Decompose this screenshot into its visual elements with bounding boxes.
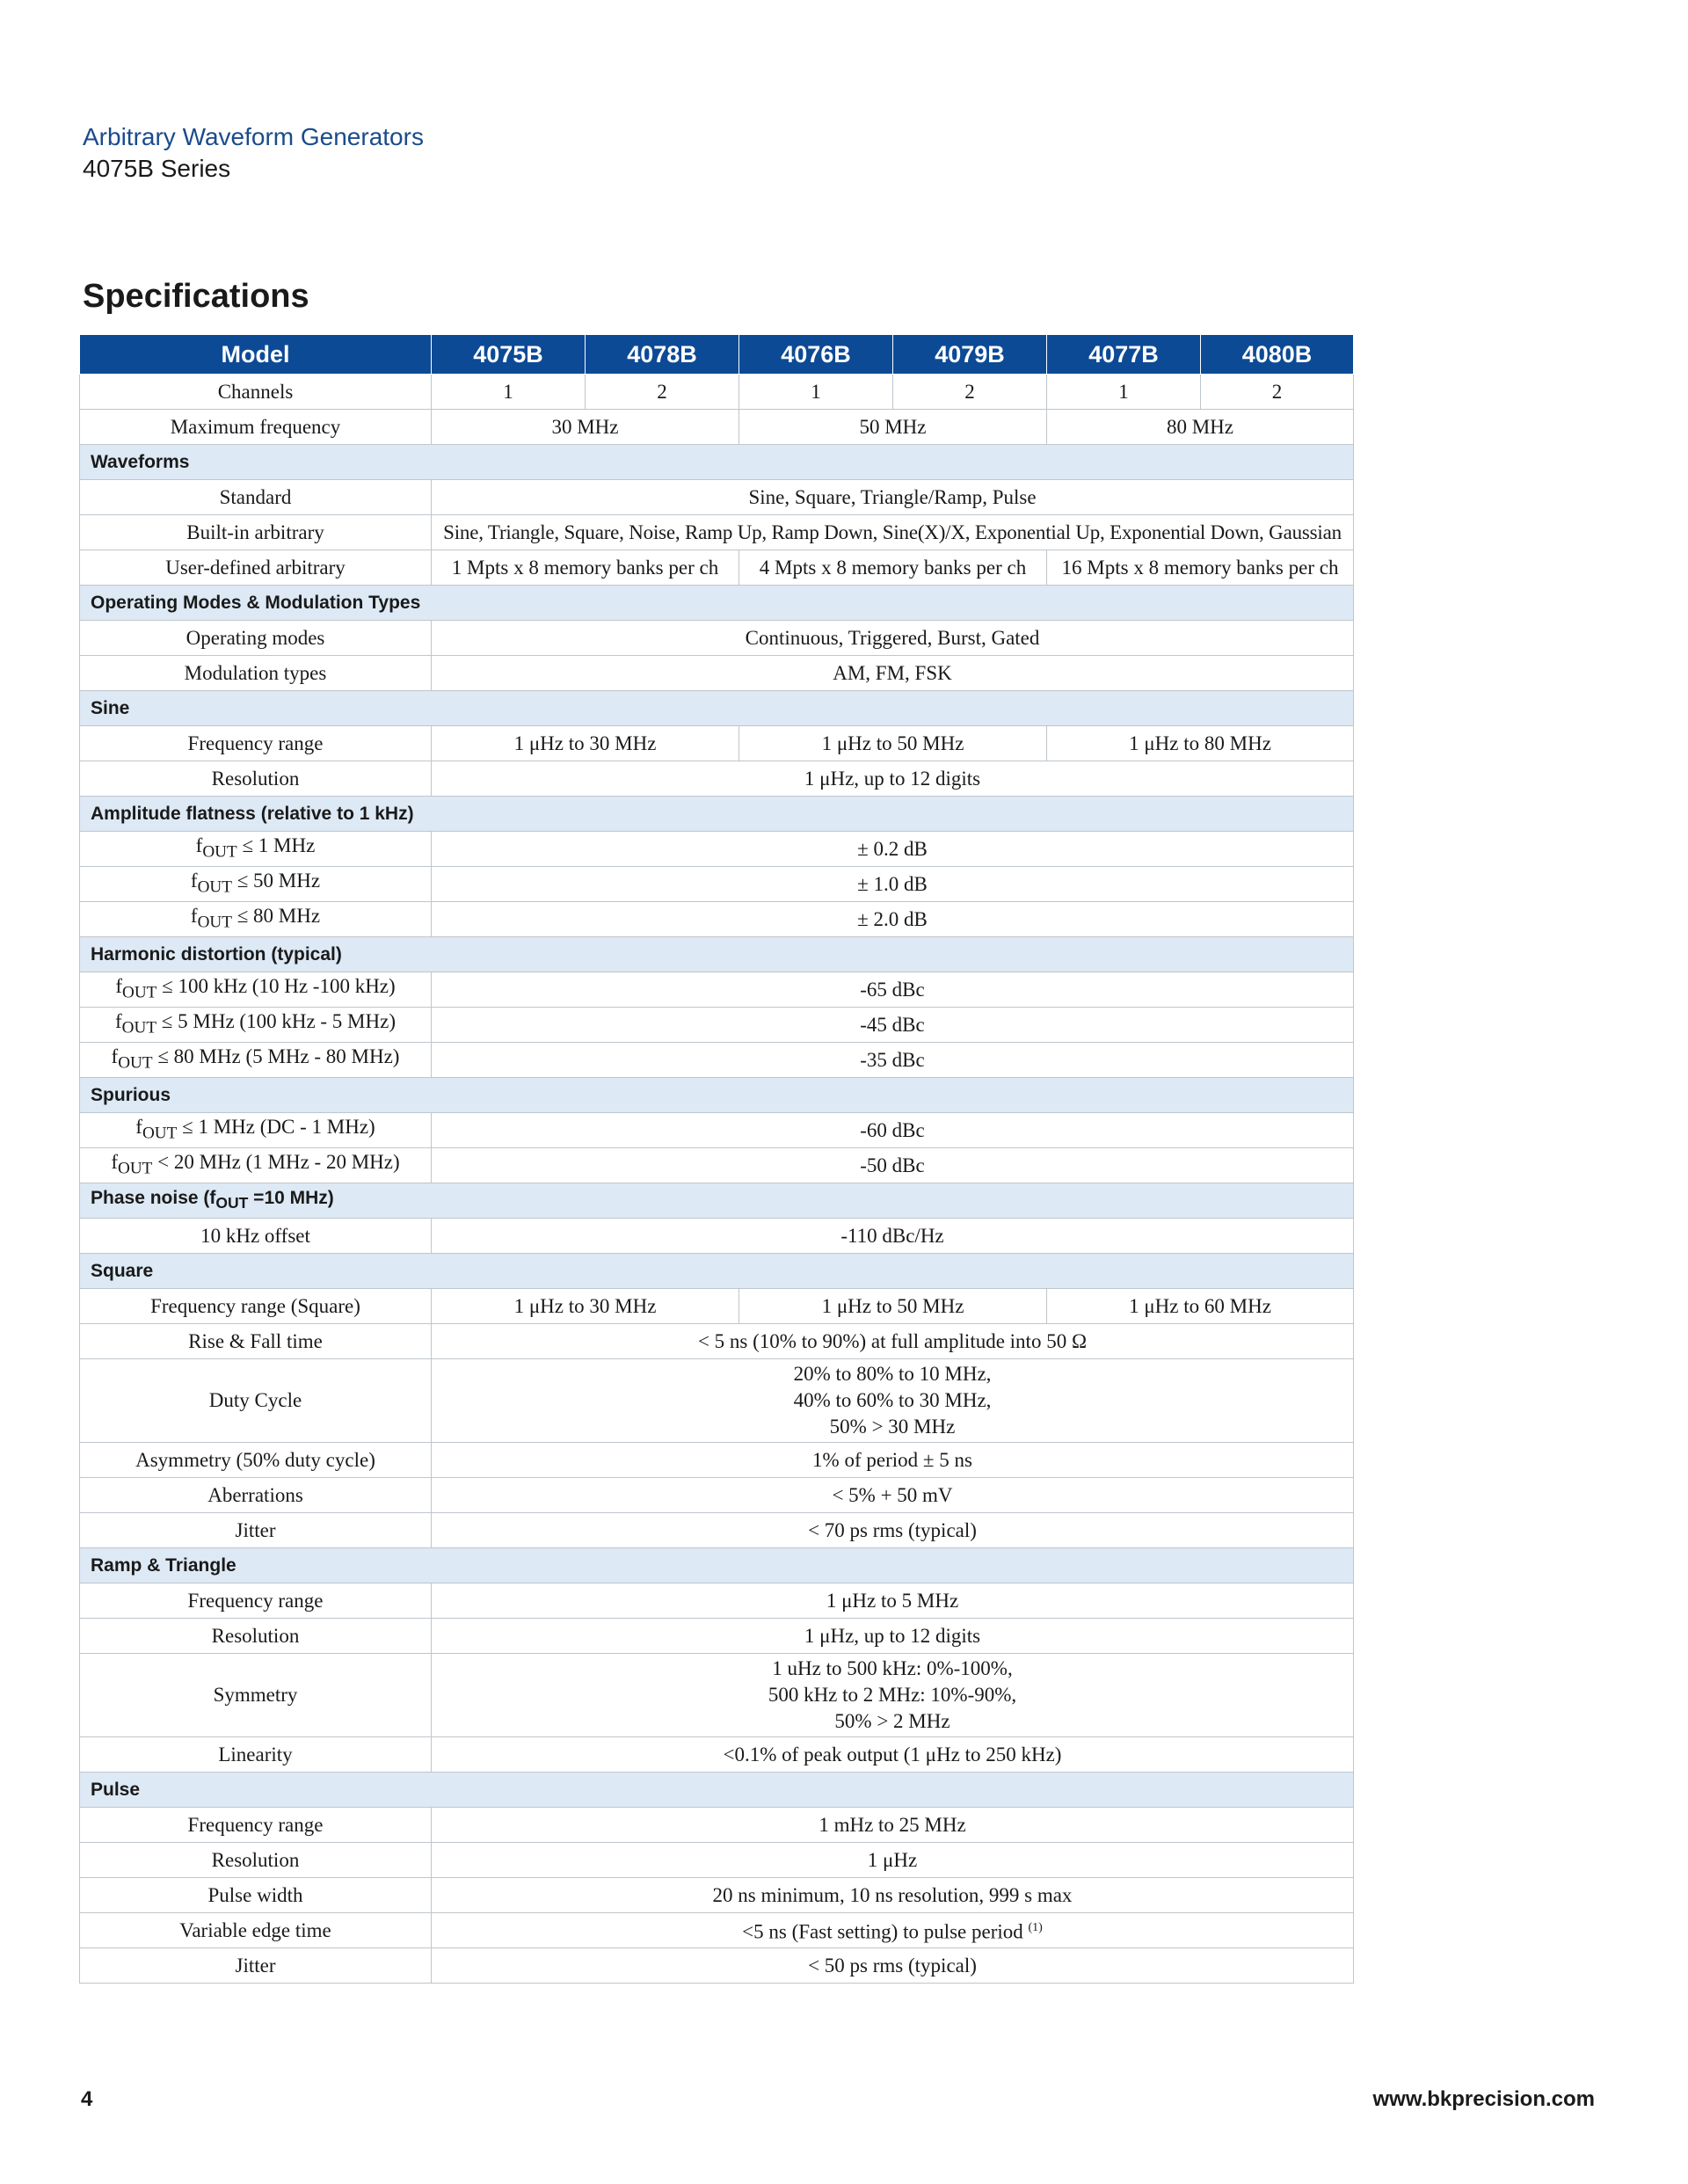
website-link[interactable]: www.bkprecision.com	[1372, 2087, 1595, 2111]
channel-value: 2	[893, 375, 1047, 410]
row-value: 50 MHz	[739, 410, 1047, 445]
row-value: 1 μHz, up to 12 digits	[432, 761, 1354, 797]
label-rest: ≤ 80 MHz	[231, 904, 321, 927]
row-value: ± 1.0 dB	[432, 867, 1354, 902]
row-value: 1 μHz to 5 MHz	[432, 1583, 1354, 1619]
model-4078b: 4078B	[586, 335, 739, 375]
table-row	[80, 1478, 1354, 1513]
label-f: f	[111, 1150, 119, 1173]
row-value: -50 dBc	[432, 1148, 1354, 1183]
model-4077b: 4077B	[1047, 335, 1201, 375]
row-value: Continuous, Triggered, Burst, Gated	[432, 621, 1354, 656]
row-value: 1 mHz to 25 MHz	[432, 1808, 1354, 1843]
row-label: Linearity	[80, 1737, 432, 1773]
table-row	[80, 902, 1354, 937]
row-label: Frequency range (Square)	[80, 1289, 432, 1324]
row-label: Variable edge time	[80, 1913, 432, 1948]
section-heading: Spurious	[80, 1078, 1354, 1113]
row-label: Jitter	[80, 1948, 432, 1984]
row-label	[80, 1148, 432, 1183]
model-header-label: Model	[80, 335, 432, 375]
table-row	[80, 1583, 1354, 1619]
row-value: < 70 ps rms (typical)	[432, 1513, 1354, 1548]
row-label: Rise & Fall time	[80, 1324, 432, 1359]
row-label: Resolution	[80, 761, 432, 797]
row-value: 1 μHz to 80 MHz	[1047, 726, 1354, 761]
row-label: Asymmetry (50% duty cycle)	[80, 1443, 432, 1478]
label-f: f	[195, 834, 203, 856]
table-row	[80, 1808, 1354, 1843]
row-value	[432, 1359, 1354, 1443]
model-4075b: 4075B	[432, 335, 586, 375]
heading-post: =10 MHz)	[248, 1187, 334, 1208]
table-row	[80, 1513, 1354, 1548]
model-4079b: 4079B	[893, 335, 1047, 375]
row-value: 20 ns minimum, 10 ns resolution, 999 s max	[432, 1878, 1354, 1913]
table-row	[80, 375, 1354, 410]
row-value: 4 Mpts x 8 memory banks per ch	[739, 550, 1047, 586]
table-row	[80, 1008, 1354, 1043]
table-row	[80, 550, 1354, 586]
label-rest: ≤ 1 MHz (DC - 1 MHz)	[177, 1115, 375, 1138]
row-value: -65 dBc	[432, 972, 1354, 1008]
row-label: Operating modes	[80, 621, 432, 656]
label-f: f	[190, 869, 198, 892]
table-row	[80, 1324, 1354, 1359]
row-value: 1 μHz to 50 MHz	[739, 726, 1047, 761]
section-heading: Pulse	[80, 1773, 1354, 1808]
label-sub: OUT	[202, 842, 237, 862]
section-row-harmonic	[80, 937, 1354, 972]
row-value	[432, 1654, 1354, 1737]
table-row	[80, 1948, 1354, 1984]
value-line: 50% > 30 MHz	[829, 1416, 956, 1438]
label-rest: ≤ 50 MHz	[231, 869, 321, 892]
row-value: 1 Mpts x 8 memory banks per ch	[432, 550, 739, 586]
table-row	[80, 1913, 1354, 1948]
table-row	[80, 1843, 1354, 1878]
row-value: -35 dBc	[432, 1043, 1354, 1078]
table-row	[80, 656, 1354, 691]
row-value: 1 μHz	[432, 1843, 1354, 1878]
label-f: f	[190, 904, 198, 927]
section-row-modes	[80, 586, 1354, 621]
label-sub: OUT	[197, 877, 232, 897]
table-row	[80, 1043, 1354, 1078]
channel-value: 1	[432, 375, 586, 410]
table-row	[80, 1443, 1354, 1478]
footnote-ref: (1)	[1028, 1921, 1043, 1935]
row-label: Standard	[80, 480, 432, 515]
heading-sub: OUT	[215, 1194, 249, 1212]
section-heading: Harmonic distortion (typical)	[80, 937, 1354, 972]
value-line: 50% > 2 MHz	[834, 1710, 950, 1732]
section-title: Specifications	[83, 278, 309, 315]
label-sub: OUT	[118, 1053, 153, 1073]
row-label: Modulation types	[80, 656, 432, 691]
row-value: 16 Mpts x 8 memory banks per ch	[1047, 550, 1354, 586]
section-heading: Operating Modes & Modulation Types	[80, 586, 1354, 621]
label-rest: ≤ 100 kHz (10 Hz -100 kHz)	[156, 974, 396, 997]
row-value: 30 MHz	[432, 410, 739, 445]
model-4076b: 4076B	[739, 335, 893, 375]
section-row-phase-noise	[80, 1183, 1354, 1219]
table-row	[80, 761, 1354, 797]
label-rest: < 20 MHz (1 MHz - 20 MHz)	[152, 1150, 400, 1173]
section-heading	[80, 1183, 1354, 1219]
row-value: ± 2.0 dB	[432, 902, 1354, 937]
table-row	[80, 1654, 1354, 1737]
section-row-sine	[80, 691, 1354, 726]
channel-value: 1	[1047, 375, 1201, 410]
label-f: f	[111, 1045, 119, 1067]
section-heading: Waveforms	[80, 445, 1354, 480]
table-row	[80, 1359, 1354, 1443]
row-value: AM, FM, FSK	[432, 656, 1354, 691]
row-label: Pulse width	[80, 1878, 432, 1913]
label-rest: ≤ 80 MHz (5 MHz - 80 MHz)	[152, 1045, 400, 1067]
row-label	[80, 832, 432, 867]
row-value: < 50 ps rms (typical)	[432, 1948, 1354, 1984]
channel-value: 1	[739, 375, 893, 410]
row-label: Symmetry	[80, 1654, 432, 1737]
label-sub: OUT	[121, 1018, 157, 1037]
row-label: Aberrations	[80, 1478, 432, 1513]
spec-table	[79, 334, 1354, 1984]
table-row	[80, 1737, 1354, 1773]
row-value: -45 dBc	[432, 1008, 1354, 1043]
row-value: 80 MHz	[1047, 410, 1354, 445]
row-label	[80, 1113, 432, 1148]
table-row	[80, 867, 1354, 902]
label-sub: OUT	[121, 983, 157, 1002]
label-f: f	[135, 1115, 142, 1138]
value-line: 500 kHz to 2 MHz: 10%-90%,	[768, 1684, 1017, 1706]
label-rest: ≤ 5 MHz (100 kHz - 5 MHz)	[156, 1009, 396, 1032]
row-value: 1% of period ± 5 ns	[432, 1443, 1354, 1478]
row-label	[80, 867, 432, 902]
row-label: Maximum frequency	[80, 410, 432, 445]
row-value: Sine, Triangle, Square, Noise, Ramp Up, Ramp Down, Sine(X)/X, Exponential Up, Exponential Down, Gaussian	[432, 515, 1354, 550]
table-row	[80, 1148, 1354, 1183]
row-label: 10 kHz offset	[80, 1219, 432, 1254]
heading-pre: Phase noise (f	[91, 1187, 216, 1208]
row-value: 1 μHz, up to 12 digits	[432, 1619, 1354, 1654]
row-label: Jitter	[80, 1513, 432, 1548]
label-rest: ≤ 1 MHz	[236, 834, 316, 856]
row-value: 1 μHz to 60 MHz	[1047, 1289, 1354, 1324]
model-header-row	[80, 335, 1354, 375]
row-label: Built-in arbitrary	[80, 515, 432, 550]
row-label: Duty Cycle	[80, 1359, 432, 1443]
channel-value: 2	[586, 375, 739, 410]
table-row	[80, 726, 1354, 761]
row-value: -60 dBc	[432, 1113, 1354, 1148]
row-value: <0.1% of peak output (1 μHz to 250 kHz)	[432, 1737, 1354, 1773]
table-row	[80, 410, 1354, 445]
table-row	[80, 1619, 1354, 1654]
row-value: ± 0.2 dB	[432, 832, 1354, 867]
row-label: Resolution	[80, 1843, 432, 1878]
table-row	[80, 515, 1354, 550]
section-heading: Square	[80, 1254, 1354, 1289]
table-row	[80, 480, 1354, 515]
row-value	[432, 1913, 1354, 1948]
row-label	[80, 902, 432, 937]
row-label	[80, 1008, 432, 1043]
table-row	[80, 972, 1354, 1008]
channel-value: 2	[1201, 375, 1354, 410]
label-sub: OUT	[142, 1124, 178, 1143]
table-row	[80, 1113, 1354, 1148]
row-value: -110 dBc/Hz	[432, 1219, 1354, 1254]
doc-category-title: Arbitrary Waveform Generators	[83, 123, 424, 150]
value-line: 40% to 60% to 30 MHz,	[793, 1389, 992, 1411]
table-row	[80, 832, 1354, 867]
table-row	[80, 1219, 1354, 1254]
section-row-waveforms	[80, 445, 1354, 480]
section-heading: Amplitude flatness (relative to 1 kHz)	[80, 797, 1354, 832]
label-sub: OUT	[118, 1159, 153, 1178]
row-value: 1 μHz to 30 MHz	[432, 726, 739, 761]
section-heading: Sine	[80, 691, 1354, 726]
row-label: Channels	[80, 375, 432, 410]
value-text: <5 ns (Fast setting) to pulse period	[742, 1920, 1029, 1943]
section-heading: Ramp & Triangle	[80, 1548, 1354, 1583]
table-row	[80, 621, 1354, 656]
table-row	[80, 1878, 1354, 1913]
row-value: 1 μHz to 50 MHz	[739, 1289, 1047, 1324]
label-f: f	[115, 974, 122, 997]
row-label: Frequency range	[80, 1808, 432, 1843]
row-label: Resolution	[80, 1619, 432, 1654]
value-line: 20% to 80% to 10 MHz,	[793, 1363, 992, 1385]
section-row-pulse	[80, 1773, 1354, 1808]
row-label: Frequency range	[80, 726, 432, 761]
section-row-square	[80, 1254, 1354, 1289]
page-number: 4	[81, 2087, 93, 2111]
section-row-ramp	[80, 1548, 1354, 1583]
row-value: Sine, Square, Triangle/Ramp, Pulse	[432, 480, 1354, 515]
label-sub: OUT	[197, 913, 232, 932]
row-label: Frequency range	[80, 1583, 432, 1619]
row-label	[80, 972, 432, 1008]
table-row	[80, 1289, 1354, 1324]
row-value: 1 μHz to 30 MHz	[432, 1289, 739, 1324]
section-row-flatness	[80, 797, 1354, 832]
value-line: 1 uHz to 500 kHz: 0%-100%,	[772, 1657, 1013, 1679]
model-4080b: 4080B	[1201, 335, 1354, 375]
row-label: User-defined arbitrary	[80, 550, 432, 586]
label-f: f	[114, 1009, 122, 1032]
section-row-spurious	[80, 1078, 1354, 1113]
row-value: < 5 ns (10% to 90%) at full amplitude into 50 Ω	[432, 1324, 1354, 1359]
doc-series-title: 4075B Series	[83, 155, 231, 182]
row-label	[80, 1043, 432, 1078]
row-value: < 5% + 50 mV	[432, 1478, 1354, 1513]
